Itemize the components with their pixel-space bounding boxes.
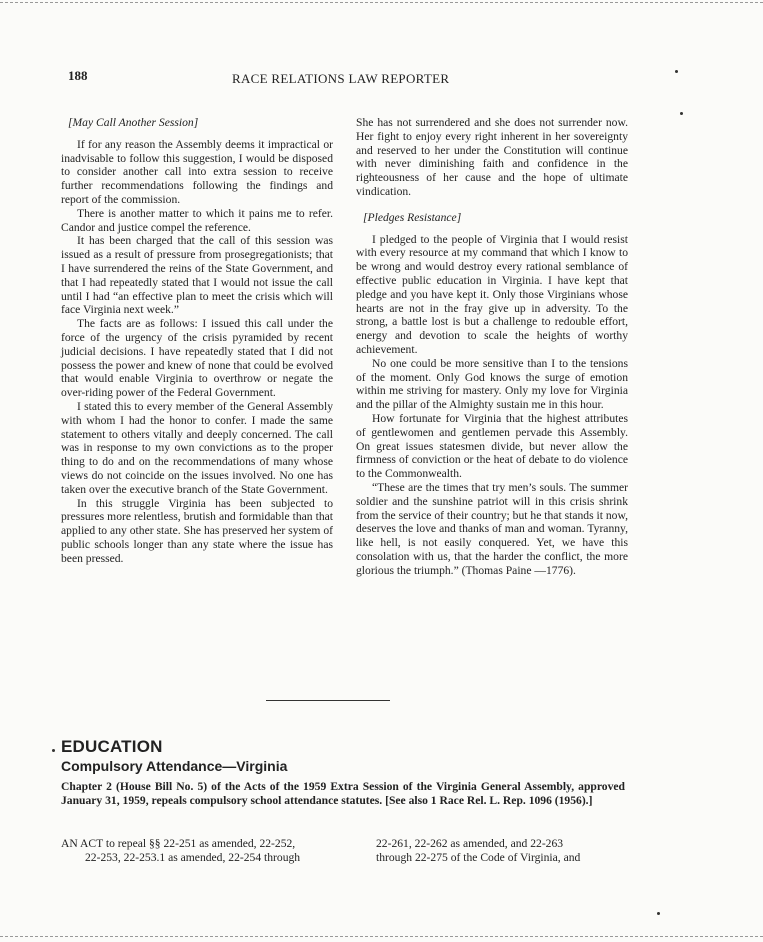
act-line: 22-261, 22-262 as amended, and 22-263	[376, 837, 564, 850]
paragraph: If for any reason the Assembly deems it impractical or inadvisable to follow this suggestion, I would be disposed to consider another call into extra session to receive further recommendations following the findings and report of the commission.	[61, 137, 333, 206]
paragraph: There is another matter to which it pains me to refer. Candor and justice compel the reference.	[61, 206, 333, 234]
scan-speck	[680, 112, 683, 115]
subhead-may-call-another-session: [May Call Another Session]	[68, 116, 199, 129]
paragraph: In this struggle Virginia has been subjected to pressures more relentless, brutish and formidable than that applied to any other state. She has preserved her system of public schools longer than any state where the issue has been pressed.	[61, 496, 333, 565]
running-head: RACE RELATIONS LAW REPORTER	[232, 71, 450, 86]
paragraph: I pledged to the people of Virginia that I would resist with every resource at my command that which I know to be wrong and would destroy every rational semblance of effective public education in Virginia. I have kept that pledge and you have kept it. Only those Virginians whose hearts are not in the fray give up in adversity. To the strong, a battle lost is but a challenge to redouble effort, energy and devotion to scale the heights of worthy achievement.	[356, 232, 628, 356]
right-column	[356, 116, 628, 578]
act-line: AN ACT to repeal §§ 22-251 as amended, 22-252,	[61, 837, 296, 850]
section-title: EDUCATION	[61, 737, 163, 756]
bottom-page-edge	[0, 936, 763, 937]
section-subtitle: Compulsory Attendance—Virginia	[61, 758, 288, 774]
scan-speck	[52, 749, 55, 752]
paragraph: “These are the times that try men’s souls. The summer soldier and the sunshine patriot will in this crisis shrink from the service of their country; but he that stands it now, deserves the love and thanks of man and woman. Tyranny, like hell, is not easily conquered. Yet, we have this consolation with us, that the harder the conflict, the more glorious the triumph.” (Thomas Paine —1776).	[356, 480, 628, 577]
section-divider	[266, 700, 390, 701]
paragraph-continuation: She has not surrendered and she does not surrender now. Her fight to enjoy every right inherent in her sovereignty and reserved to her under the Constitution will continue with never diminishing faith and confidence in the righteousness of her cause and the hope of ultimate vindication.	[356, 116, 628, 198]
top-page-edge	[0, 2, 763, 3]
act-text-left	[61, 837, 333, 865]
subhead-pledges-resistance: [Pledges Resistance]	[363, 210, 462, 224]
paragraph: It has been charged that the call of this session was issued as a result of pressure from prosegregationists; that I have surrendered the reins of the State Government, and that I had repeatedly stated that I would not issue the call until I had “an effective plan to meet the crisis which will face Virginia next week.”	[61, 234, 333, 317]
act-text-right	[376, 837, 626, 865]
act-line: through 22-275 of the Code of Virginia, and	[376, 851, 581, 864]
paragraph: No one could be more sensitive than I to the tensions of the moment. Only God knows the surge of emotion within me striving for mastery. Only my love for Virginia and the pillar of the Almighty sustain me in this hour.	[356, 356, 628, 412]
scan-speck	[675, 70, 678, 73]
paragraph: I stated this to every member of the General Assembly with whom I had the honor to confer. I made the same statement to others vitally and deeply concerned. The call was in response to my own convictions as to the proper thing to do and on the recommendations of many whose views do not coincide on the issues involved. No one has taken over the executive branch of the State Government.	[61, 399, 333, 496]
paragraph: The facts are as follows: I issued this call under the force of the urgency of the crisis pyramided by recent judicial decisions. I have repeatedly stated that I did not possess the power and knew of none that could be evolved that would enable Virginia to overthrow or negate the over-riding power of the Federal Government.	[61, 317, 333, 400]
paragraph: How fortunate for Virginia that the highest attributes of gentlewomen and gentlemen pervade this Assembly. On great issues statesmen divide, but never allow the firmness of conviction or the heat of debate to do violence to the Commonwealth.	[356, 411, 628, 481]
act-line: 22-253, 22-253.1 as amended, 22-254 through	[85, 851, 301, 864]
left-column	[61, 116, 333, 566]
headnote: Chapter 2 (House Bill No. 5) of the Acts of the 1959 Extra Session of the Virginia General Assembly, approved January 31, 1959, repeals compulsory school attendance statutes. [See also 1 Race Rel. L. Rep. 1096 (1956).]	[61, 780, 625, 807]
scan-speck	[657, 912, 660, 915]
page-number: 188	[68, 68, 88, 83]
